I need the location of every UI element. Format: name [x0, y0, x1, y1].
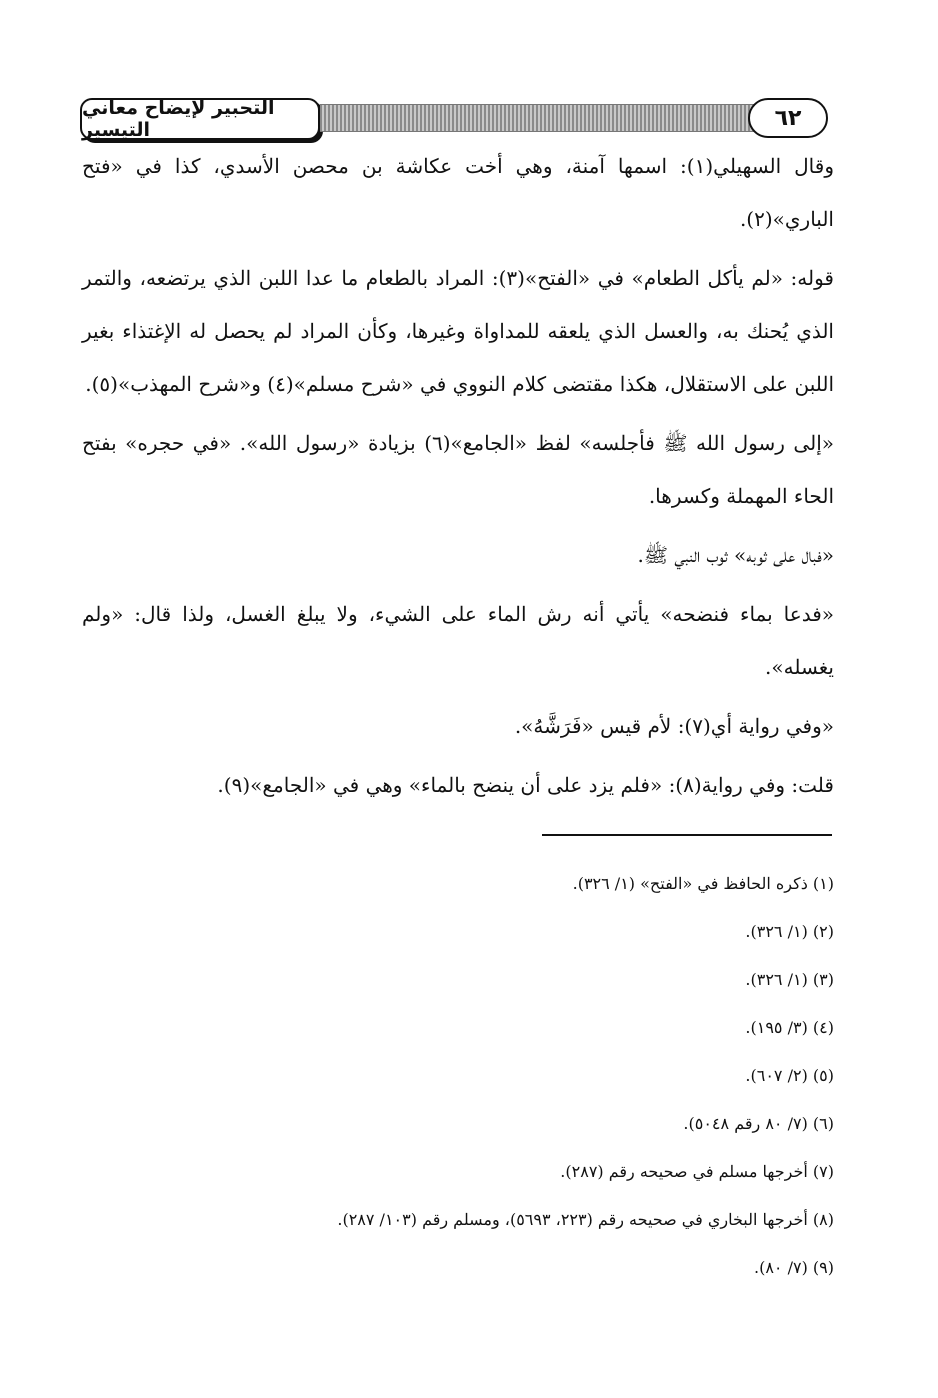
paragraph: «وفي رواية أي(٧): لأم قيس «فَرَشَّهُ».: [514, 714, 834, 738]
page-header: [80, 96, 840, 146]
paragraph: قوله: «لم يأكل الطعام» في «الفتح»(٣): المراد بالطعام ما عدا اللبن الذي يرتضعه، والتمر الذي يُحنك به، والعسل الذي يلعقه للمداواة وغيرها، وكأن المراد لم يحصل له الإغتذاء بغير اللبن على الاستقلال، هكذا مقتضى كلام النووي في «شرح مسلم»(٤) و«شرح المهذب»(٥).: [82, 266, 834, 396]
header-band: [320, 104, 820, 132]
paragraph: وقال السهيلي(١): اسمها آمنة، وهي أخت عكاشة بن محصن الأسدي، كذا في «فتح الباري»(٢).: [82, 154, 834, 231]
footnotes: [82, 860, 834, 1292]
footnote: (٨) أخرجها البخاري في صحيحه رقم (٢٢٣، ٥٦٩٣)، ومسلم رقم (١٠٣/ ٢٨٧).: [337, 1210, 834, 1229]
paragraph: «فبال على ثوبه» ثوب النبي ﷺ.: [637, 543, 834, 567]
paragraph: «إلى رسول الله ﷺ فأجلسه» لفظ «الجامع»(٦) بزيادة «رسول الله». «في حجره» بفتح الحاء المهملة وكسرها.: [82, 431, 834, 508]
footnote: (٥) (٢/ ٦٠٧).: [745, 1066, 834, 1085]
main-text: [82, 140, 834, 818]
footnote: (٢) (١/ ٣٢٦).: [745, 922, 834, 941]
paragraph: «فدعا بماء فنضحه» يأتي أنه رش الماء على الشيء، ولا يبلغ الغسل، ولذا قال: «ولم يغسله».: [82, 602, 834, 679]
book-title: التحبير لإيضاح معاني التيسير: [80, 98, 320, 140]
footnote: (١) ذكره الحافظ في «الفتح» (١/ ٣٢٦).: [572, 874, 834, 893]
footnote-divider: [542, 834, 832, 836]
page-number: ٦٢: [748, 98, 828, 138]
footnote: (٤) (٣/ ١٩٥).: [745, 1018, 834, 1037]
paragraph: قلت: وفي رواية(٨): «فلم يزد على أن ينضح بالماء» وهي في «الجامع»(٩).: [217, 773, 834, 797]
footnote: (٣) (١/ ٣٢٦).: [745, 970, 834, 989]
footnote: (٩) (٧/ ٨٠).: [753, 1258, 834, 1277]
footnote: (٧) أخرجها مسلم في صحيحه رقم (٢٨٧).: [560, 1162, 834, 1181]
footnote: (٦) (٧/ ٨٠ رقم ٥٠٤٨).: [683, 1114, 834, 1133]
